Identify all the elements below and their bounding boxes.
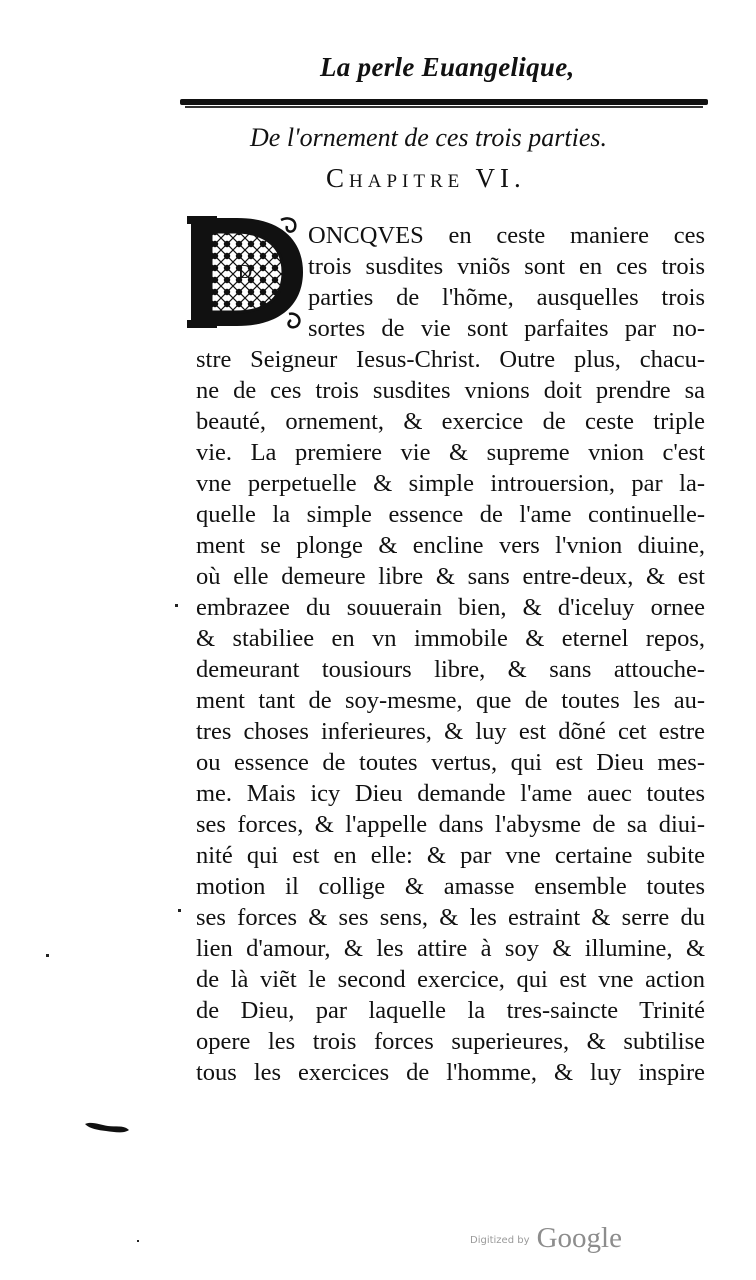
- text-line: vie. La premiere vie & supreme vnion c'est: [196, 439, 705, 466]
- scan-speck: [46, 954, 49, 957]
- text-line: ONCQVES en ceste maniere ces: [308, 222, 705, 249]
- dropcap-ornament: [185, 214, 307, 330]
- section-title: De l'ornement de ces trois parties.: [250, 123, 607, 152]
- text-line: où elle demeure libre & sans entre-deux, & est: [196, 563, 705, 590]
- text-line: lien d'amour, & les attire à soy & illumine, &: [196, 935, 705, 962]
- text-line: me. Mais icy Dieu demande l'ame auec toutes: [196, 780, 705, 807]
- scan-speck: [178, 909, 181, 912]
- text-line: de là viẽt le second exercice, qui est vne action: [196, 966, 705, 993]
- scan-speck: [137, 1240, 139, 1242]
- text-line: embrazee du souuerain bien, & d'iceluy ornee: [196, 594, 705, 621]
- text-line: ment se plonge & encline vers l'vnion diuine,: [196, 532, 705, 559]
- text-line: stre Seigneur Iesus-Christ. Outre plus, chacu-: [196, 346, 705, 373]
- text-line: tous les exercices de l'homme, & luy inspire: [196, 1059, 705, 1086]
- text-line: nité qui est en elle: & par vne certaine subite: [196, 842, 705, 869]
- text-line: sortes de vie sont parfaites par no-: [308, 315, 705, 342]
- google-wordmark: Google: [536, 1222, 622, 1254]
- text-line: demeurant tousiours libre, & sans attouche-: [196, 656, 705, 683]
- header-rule: [180, 99, 708, 105]
- text-line: vne perpetuelle & simple introuersion, par la-: [196, 470, 705, 497]
- text-line: ses forces, & l'appelle dans l'abysme de sa diui-: [196, 811, 705, 838]
- text-line: trois susdites vniõs sont en ces trois: [308, 253, 705, 280]
- dropcap-letter: D: [237, 261, 253, 283]
- ink-blot: [84, 1120, 130, 1134]
- text-line: ou essence de toutes vertus, qui est Dieu mes-: [196, 749, 705, 776]
- text-line: parties de l'hõme, ausquelles trois: [308, 284, 705, 311]
- text-line: tres choses inferieures, & luy est dõné cet estre: [196, 718, 705, 745]
- header-rule-thin: [185, 106, 703, 108]
- scan-speck: [175, 604, 178, 607]
- text-line: de Dieu, par laquelle la tres-saincte Trinité: [196, 997, 705, 1024]
- chapter-heading: Chapitre VI.: [326, 163, 526, 193]
- text-line: opere les trois forces superieures, & subtilise: [196, 1028, 705, 1055]
- text-line: quelle la simple essence de l'ame continuelle-: [196, 501, 705, 528]
- text-line: ment tant de soy-mesme, que de toutes les au-: [196, 687, 705, 714]
- running-head: La perle Euangelique,: [320, 52, 575, 82]
- text-line: ses forces & ses sens, & les estraint & serre du: [196, 904, 705, 931]
- text-line: & stabiliee en vn immobile & eternel repos,: [196, 625, 705, 652]
- digitized-by-label: Digitized by: [470, 1235, 530, 1246]
- digitized-watermark: [470, 1222, 630, 1255]
- text-line: beauté, ornement, & exercice de ceste triple: [196, 408, 705, 435]
- text-line: ne de ces trois susdites vnions doit prendre sa: [196, 377, 705, 404]
- text-line: motion il collige & amasse ensemble toutes: [196, 873, 705, 900]
